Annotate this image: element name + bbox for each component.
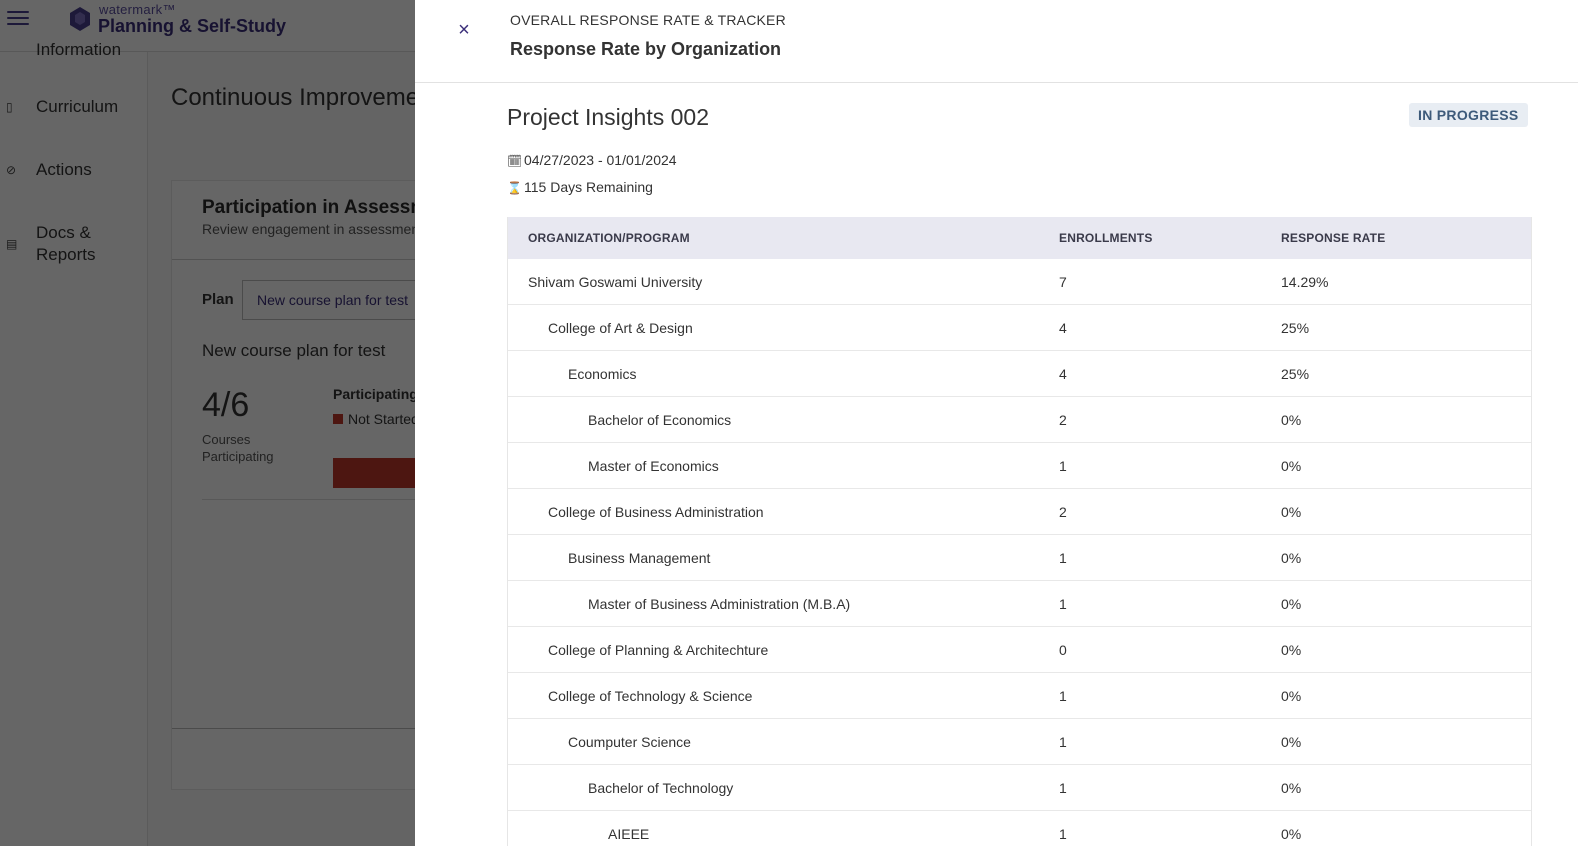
org-name-cell: College of Art & Design [548, 320, 693, 336]
response-rate-cell: 25% [1281, 320, 1310, 336]
enrollments-cell: 1 [1059, 734, 1067, 750]
table-row [508, 627, 1531, 673]
response-rate-cell: 0% [1281, 504, 1302, 520]
table-header [508, 217, 1531, 259]
enrollments-cell: 1 [1059, 458, 1067, 474]
table-row [508, 305, 1531, 351]
table-row [508, 259, 1531, 305]
enrollments-cell: 1 [1059, 550, 1067, 566]
project-name: Project Insights 002 [507, 104, 710, 130]
response-rate-drawer [415, 0, 1578, 846]
org-name-cell: Master of Business Administration (M.B.A) [588, 596, 851, 612]
response-rate-cell: 0% [1281, 780, 1302, 796]
org-name-cell: College of Technology & Science [548, 688, 753, 704]
org-name-cell: Shivam Goswami University [528, 274, 703, 290]
table-row [508, 581, 1531, 627]
table-row [508, 719, 1531, 765]
org-name-cell: Economics [568, 366, 637, 382]
response-rate-cell: 0% [1281, 550, 1302, 566]
drawer-title: Response Rate by Organization [510, 39, 782, 59]
enrollments-cell: 4 [1059, 366, 1067, 382]
column-header-organization[interactable]: ORGANIZATION/PROGRAM [528, 231, 690, 245]
column-header-response-rate[interactable]: RESPONSE RATE [1281, 231, 1386, 245]
table-row [508, 489, 1531, 535]
response-rate-cell: 14.29% [1281, 274, 1329, 290]
org-name-cell: College of Business Administration [548, 504, 764, 520]
org-name-cell: Coumputer Science [568, 734, 691, 750]
response-rate-cell: 0% [1281, 642, 1302, 658]
enrollments-cell: 0 [1059, 642, 1067, 658]
response-rate-cell: 0% [1281, 458, 1302, 474]
enrollments-cell: 2 [1059, 412, 1067, 428]
table-body [508, 259, 1531, 846]
table-row [508, 765, 1531, 811]
table-row [508, 443, 1531, 489]
table-row [508, 535, 1531, 581]
response-rate-cell: 0% [1281, 826, 1302, 842]
table-row [508, 673, 1531, 719]
enrollments-cell: 7 [1059, 274, 1067, 290]
org-name-cell: Bachelor of Technology [588, 780, 734, 796]
drawer-eyebrow: OVERALL RESPONSE RATE & TRACKER [510, 12, 786, 28]
calendar-icon: 🗓 [507, 154, 523, 168]
enrollments-cell: 1 [1059, 780, 1067, 796]
response-rate-cell: 0% [1281, 688, 1302, 704]
response-rate-cell: 0% [1281, 734, 1302, 750]
table-row [508, 397, 1531, 443]
enrollments-cell: 4 [1059, 320, 1067, 336]
table-row [508, 351, 1531, 397]
response-rate-cell: 0% [1281, 412, 1302, 428]
drawer-header [415, 0, 1578, 83]
column-header-enrollments[interactable]: ENROLLMENTS [1059, 231, 1153, 245]
date-range [507, 152, 677, 168]
days-remaining-text: 115 Days Remaining [524, 179, 653, 195]
org-name-cell: College of Planning & Architechture [548, 642, 769, 658]
close-icon[interactable]: × [458, 19, 470, 41]
response-rate-cell: 25% [1281, 366, 1310, 382]
days-remaining [507, 179, 653, 195]
enrollments-cell: 1 [1059, 688, 1067, 704]
enrollments-cell: 1 [1059, 826, 1067, 842]
response-rate-table [507, 217, 1532, 846]
enrollments-cell: 1 [1059, 596, 1067, 612]
hourglass-icon: ⌛ [507, 181, 522, 195]
org-name-cell: Master of Economics [588, 458, 719, 474]
enrollments-cell: 2 [1059, 504, 1067, 520]
date-range-text: 04/27/2023 - 01/01/2024 [524, 152, 677, 168]
response-rate-cell: 0% [1281, 596, 1302, 612]
org-name-cell: AIEEE [608, 826, 650, 842]
table-row [508, 811, 1531, 846]
status-badge: IN PROGRESS [1409, 103, 1528, 127]
org-name-cell: Business Management [568, 550, 711, 566]
org-name-cell: Bachelor of Economics [588, 412, 732, 428]
